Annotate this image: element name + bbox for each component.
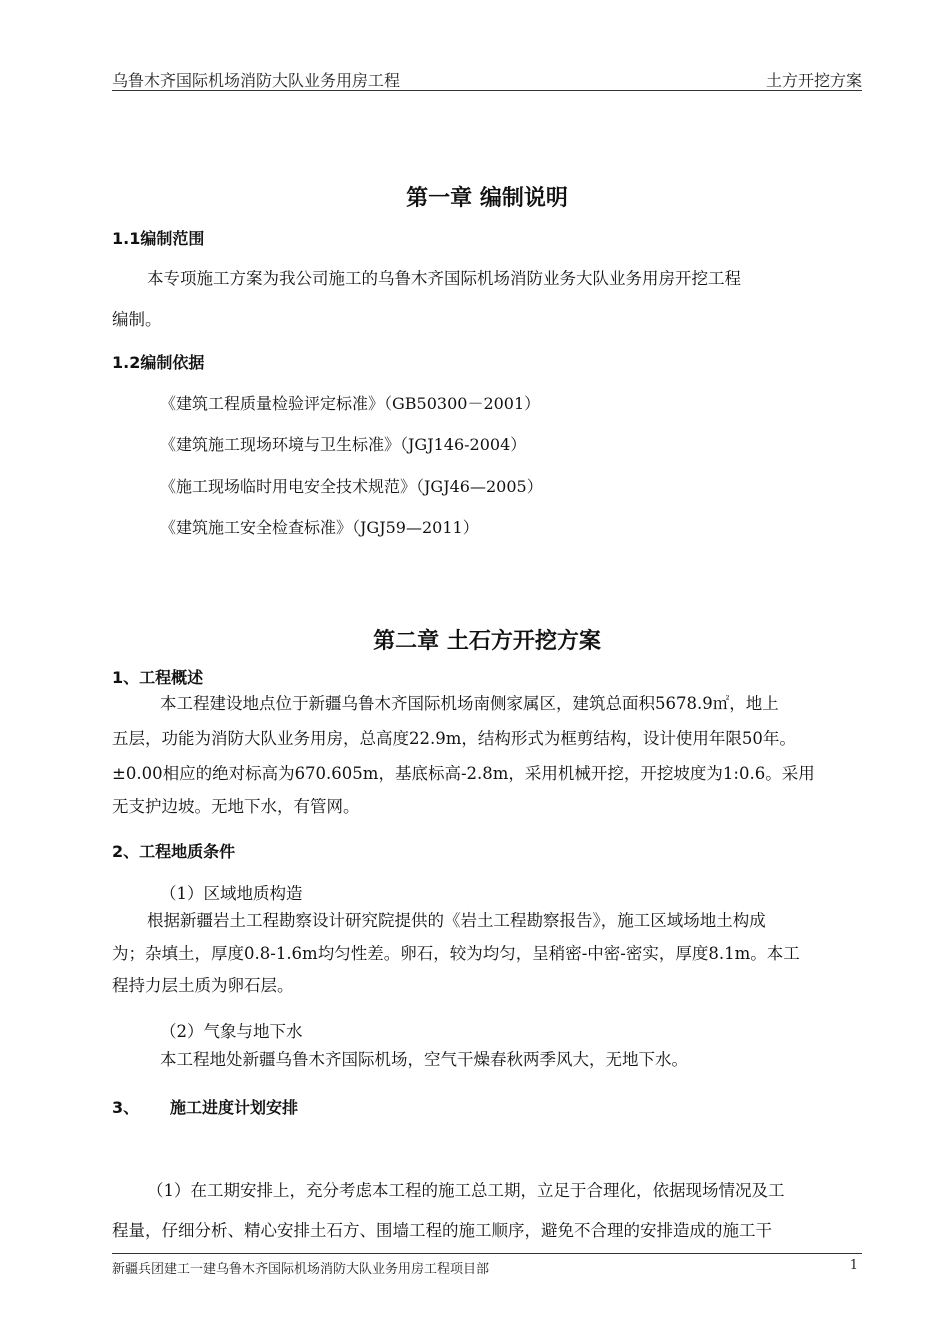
paragraph-line: 无支护边坡。无地下水，有管网。 bbox=[112, 797, 360, 816]
subsection-heading: （2）气象与地下水 bbox=[160, 1022, 303, 1041]
header-left: 乌鲁木齐国际机场消防大队业务用房工程 bbox=[112, 71, 401, 90]
paragraph-line: 程持力层土质为卵石层。 bbox=[112, 976, 294, 995]
header-right: 土方开挖方案 bbox=[765, 71, 862, 90]
paragraph-line: 程量，仔细分析、精心安排土石方、围墙工程的施工顺序，避免不合理的安排造成的施工干 bbox=[112, 1221, 772, 1240]
reference-item: 《建筑工程质量检验评定标准》（GB50300－2001） bbox=[160, 394, 541, 413]
section-2-3-heading: 施工进度计划安排 bbox=[170, 1098, 299, 1117]
paragraph-line: ±0.00相应的绝对标高为670.605m，基底标高-2.8m，采用机械开挖，开挖坡度为1:0.6。采用 bbox=[112, 764, 815, 783]
section-1-1-line1: 本专项施工方案为我公司施工的乌鲁木齐国际机场消防业务大队业务用房开挖工程 bbox=[147, 269, 741, 288]
paragraph-line: 本工程建设地点位于新疆乌鲁木齐国际机场南侧家属区，建筑总面积5678.9㎡，地上 bbox=[160, 694, 779, 713]
paragraph-line: 本工程地处新疆乌鲁木齐国际机场，空气干燥春秋两季风大，无地下水。 bbox=[160, 1050, 688, 1069]
section-2-2-heading: 2、工程地质条件 bbox=[112, 842, 236, 861]
section-2-3-number: 3、 bbox=[112, 1098, 140, 1117]
section-1-1-line2: 编制。 bbox=[112, 310, 162, 329]
paragraph-line: 根据新疆岩土工程勘察设计研究院提供的《岩土工程勘察报告》，施工区域场地土构成 bbox=[147, 911, 766, 930]
chapter2-title: 第二章 土石方开挖方案 bbox=[373, 629, 601, 654]
section-1-1-heading: 1.1编制范围 bbox=[112, 229, 205, 248]
reference-item: 《建筑施工现场环境与卫生标准》（JGJ146-2004） bbox=[160, 435, 527, 454]
footer-rule bbox=[112, 1253, 862, 1254]
paragraph-line: 为；杂填土，厚度0.8-1.6m均匀性差。卵石，较为均匀，呈稍密-中密-密实，厚度8.1m。本工 bbox=[112, 944, 800, 963]
reference-item: 《建筑施工安全检查标准》（JGJ59—2011） bbox=[160, 518, 479, 537]
footer-left: 新疆兵团建工一建乌鲁木齐国际机场消防大队业务用房工程项目部 bbox=[112, 1262, 490, 1277]
section-1-2-heading: 1.2编制依据 bbox=[112, 353, 205, 372]
subsection-heading: （1）区域地质构造 bbox=[160, 884, 303, 903]
header-rule bbox=[112, 90, 862, 91]
paragraph-line: （1）在工期安排上，充分考虑本工程的施工总工期，立足于合理化，依据现场情况及工 bbox=[147, 1181, 785, 1200]
paragraph-line: 五层，功能为消防大队业务用房，总高度22.9m，结构形式为框剪结构，设计使用年限50年。 bbox=[112, 729, 796, 748]
chapter1-title: 第一章 编制说明 bbox=[406, 186, 568, 211]
section-2-1-heading: 1、工程概述 bbox=[112, 668, 204, 687]
page-number: 1 bbox=[849, 1258, 858, 1273]
reference-item: 《施工现场临时用电安全技术规范》（JGJ46—2005） bbox=[160, 477, 543, 496]
